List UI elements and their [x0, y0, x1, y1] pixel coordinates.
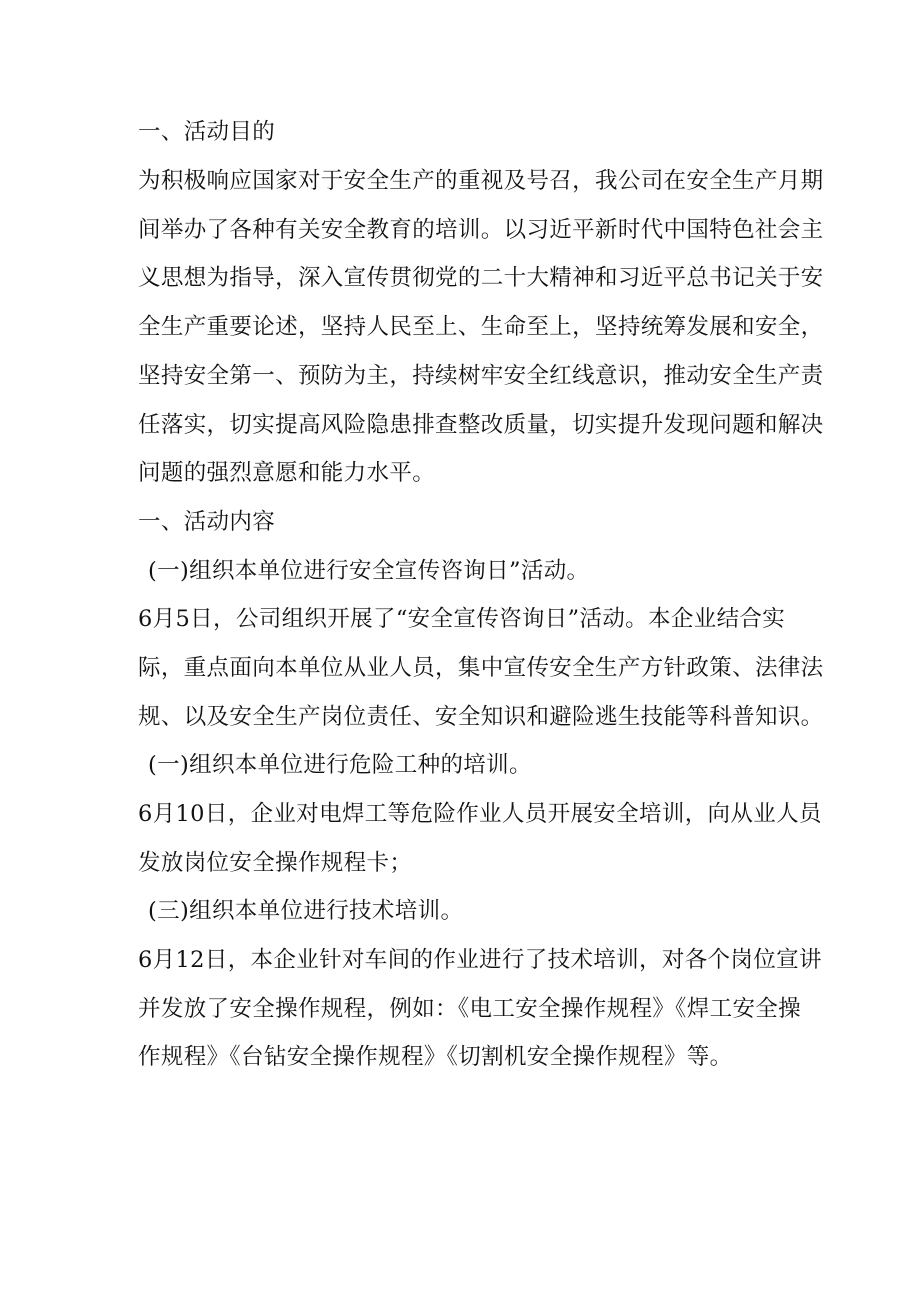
paragraph-line: 问题的强烈意愿和能力水平。 — [138, 460, 436, 486]
paragraph-line: 义思想为指导，深入宣传贯彻党的二十大精神和习近平总书记关于安 — [138, 265, 824, 291]
paragraph-line: 际，重点面向本单位从业人员，集中宣传安全生产方针政策、法律法 — [138, 655, 824, 681]
section-heading-purpose: 一、活动目的 — [138, 119, 276, 145]
paragraph-line: 发放岗位安全操作规程卡； — [138, 850, 413, 876]
subheading-technical-training: (三)组织本单位进行技术培训。 — [148, 898, 464, 924]
paragraph-line: 6月10日，企业对电焊工等危险作业人员开展安全培训，向从业人员 — [138, 801, 822, 827]
paragraph-line: 坚持安全第一、预防为主，持续树牢安全红线意识，推动安全生产责 — [138, 363, 824, 389]
paragraph-line: 间举办了各种有关安全教育的培训。以习近平新时代中国特色社会主 — [138, 217, 824, 243]
paragraph-line: 作规程》《台钻安全操作规程》《切割机安全操作规程》等。 — [138, 1044, 733, 1070]
paragraph-line: 规、以及安全生产岗位责任、安全知识和避险逃生技能等科普知识。 — [138, 704, 824, 730]
paragraph-line: 6月12日，本企业针对车间的作业进行了技术培训，对各个岗位宣讲 — [138, 947, 822, 973]
paragraph-line: 任落实，切实提高风险隐患排查整改质量，切实提升发现问题和解决 — [138, 412, 824, 438]
paragraph-line: 全生产重要论述，坚持人民至上、生命至上，坚持统筹发展和安全， — [138, 314, 824, 340]
paragraph-line: 并发放了安全操作规程，例如：《电工安全操作规程》《焊工安全操 — [138, 996, 802, 1022]
paragraph-line: 6月5日，公司组织开展了“安全宣传咨询日”活动。本企业结合实 — [138, 606, 786, 632]
section-heading-content: 一、活动内容 — [138, 509, 276, 535]
paragraph-line: 为积极响应国家对于安全生产的重视及号召，我公司在安全生产月期 — [138, 168, 824, 194]
subheading-publicity-day: (一)组织本单位进行安全宣传咨询日”活动。 — [148, 558, 590, 584]
subheading-hazard-training: (一)组织本单位进行危险工种的培训。 — [148, 752, 532, 778]
